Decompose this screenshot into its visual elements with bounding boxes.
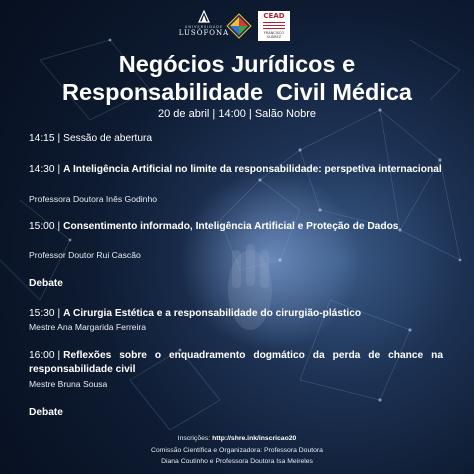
- speaker-talk4: Mestre Bruna Sousa: [29, 379, 108, 389]
- item-title: Consentimento informado, Inteligência Artificial e Proteção de Dados: [63, 221, 399, 232]
- item-time: 14:30: [29, 164, 55, 175]
- lusofona-logo: [176, 10, 232, 37]
- cead-logo: [258, 11, 290, 41]
- program-item-talk3: [29, 307, 443, 321]
- event-date-location: 20 de abril | 14:00 | Salão Nobre: [158, 108, 316, 120]
- committee-line-2: Diana Coutinho e Professora Doutora Isa Meireles: [161, 458, 313, 465]
- lusofona-name-text: LUSÓFONA: [178, 29, 230, 37]
- cead-subtext: FRANCISCO SUÁREZ: [263, 31, 285, 39]
- item-time: 15:00: [29, 221, 55, 232]
- item-title: A Inteligência Artificial no limite da responsabilidade: perspetiva internacional: [63, 164, 442, 175]
- faculty-diamond-logo-icon: [226, 13, 252, 39]
- registration-label: Inscrições:: [177, 435, 211, 442]
- speaker-talk1: Professora Doutora Inês Godinho: [29, 194, 158, 204]
- lusofona-emblem-icon: [197, 10, 211, 24]
- program-item-talk4: [29, 349, 443, 377]
- cead-divider: [263, 28, 285, 29]
- logo-bar: [0, 10, 474, 42]
- committee-line-1: Comissão Científica e Organizadora: Professora Doutora: [151, 447, 323, 454]
- program-item-opening: [29, 132, 443, 146]
- lusofona-univ-text: UNIVERSIDADE: [184, 25, 224, 29]
- item-title: Reflexões sobre o enquadramento dogmático da perda de chance na responsabilidade civil: [29, 350, 443, 375]
- cead-divider: [263, 25, 285, 26]
- separator: |: [57, 164, 61, 175]
- separator: |: [57, 350, 61, 361]
- debate-label: Debate: [29, 407, 63, 418]
- event-title: Negócios Jurídicos e Responsabilidade Civil Médica: [62, 51, 412, 105]
- registration-line: [0, 434, 474, 444]
- separator: |: [57, 133, 61, 144]
- item-time: 14:15: [29, 133, 55, 144]
- separator: |: [57, 308, 61, 319]
- item-time: 15:30: [29, 308, 55, 319]
- item-title: A Cirurgia Estética e a responsabilidade do cirurgião-plástico: [63, 308, 362, 319]
- cead-divider: [263, 22, 285, 23]
- separator: |: [57, 221, 61, 232]
- item-title: Sessão de abertura: [63, 133, 153, 144]
- item-time: 16:00: [29, 350, 55, 361]
- cead-logo-text: CEAD: [263, 12, 285, 20]
- registration-link[interactable]: http://shre.ink/inscricao20: [212, 435, 297, 442]
- speaker-talk3: Mestre Ana Margarida Ferreira: [29, 322, 147, 332]
- debate-label: Debate: [29, 278, 63, 289]
- speaker-talk2: Professor Doutor Rui Cascão: [29, 250, 141, 260]
- program-item-talk2: [29, 220, 443, 234]
- program-item-talk1: [29, 163, 443, 177]
